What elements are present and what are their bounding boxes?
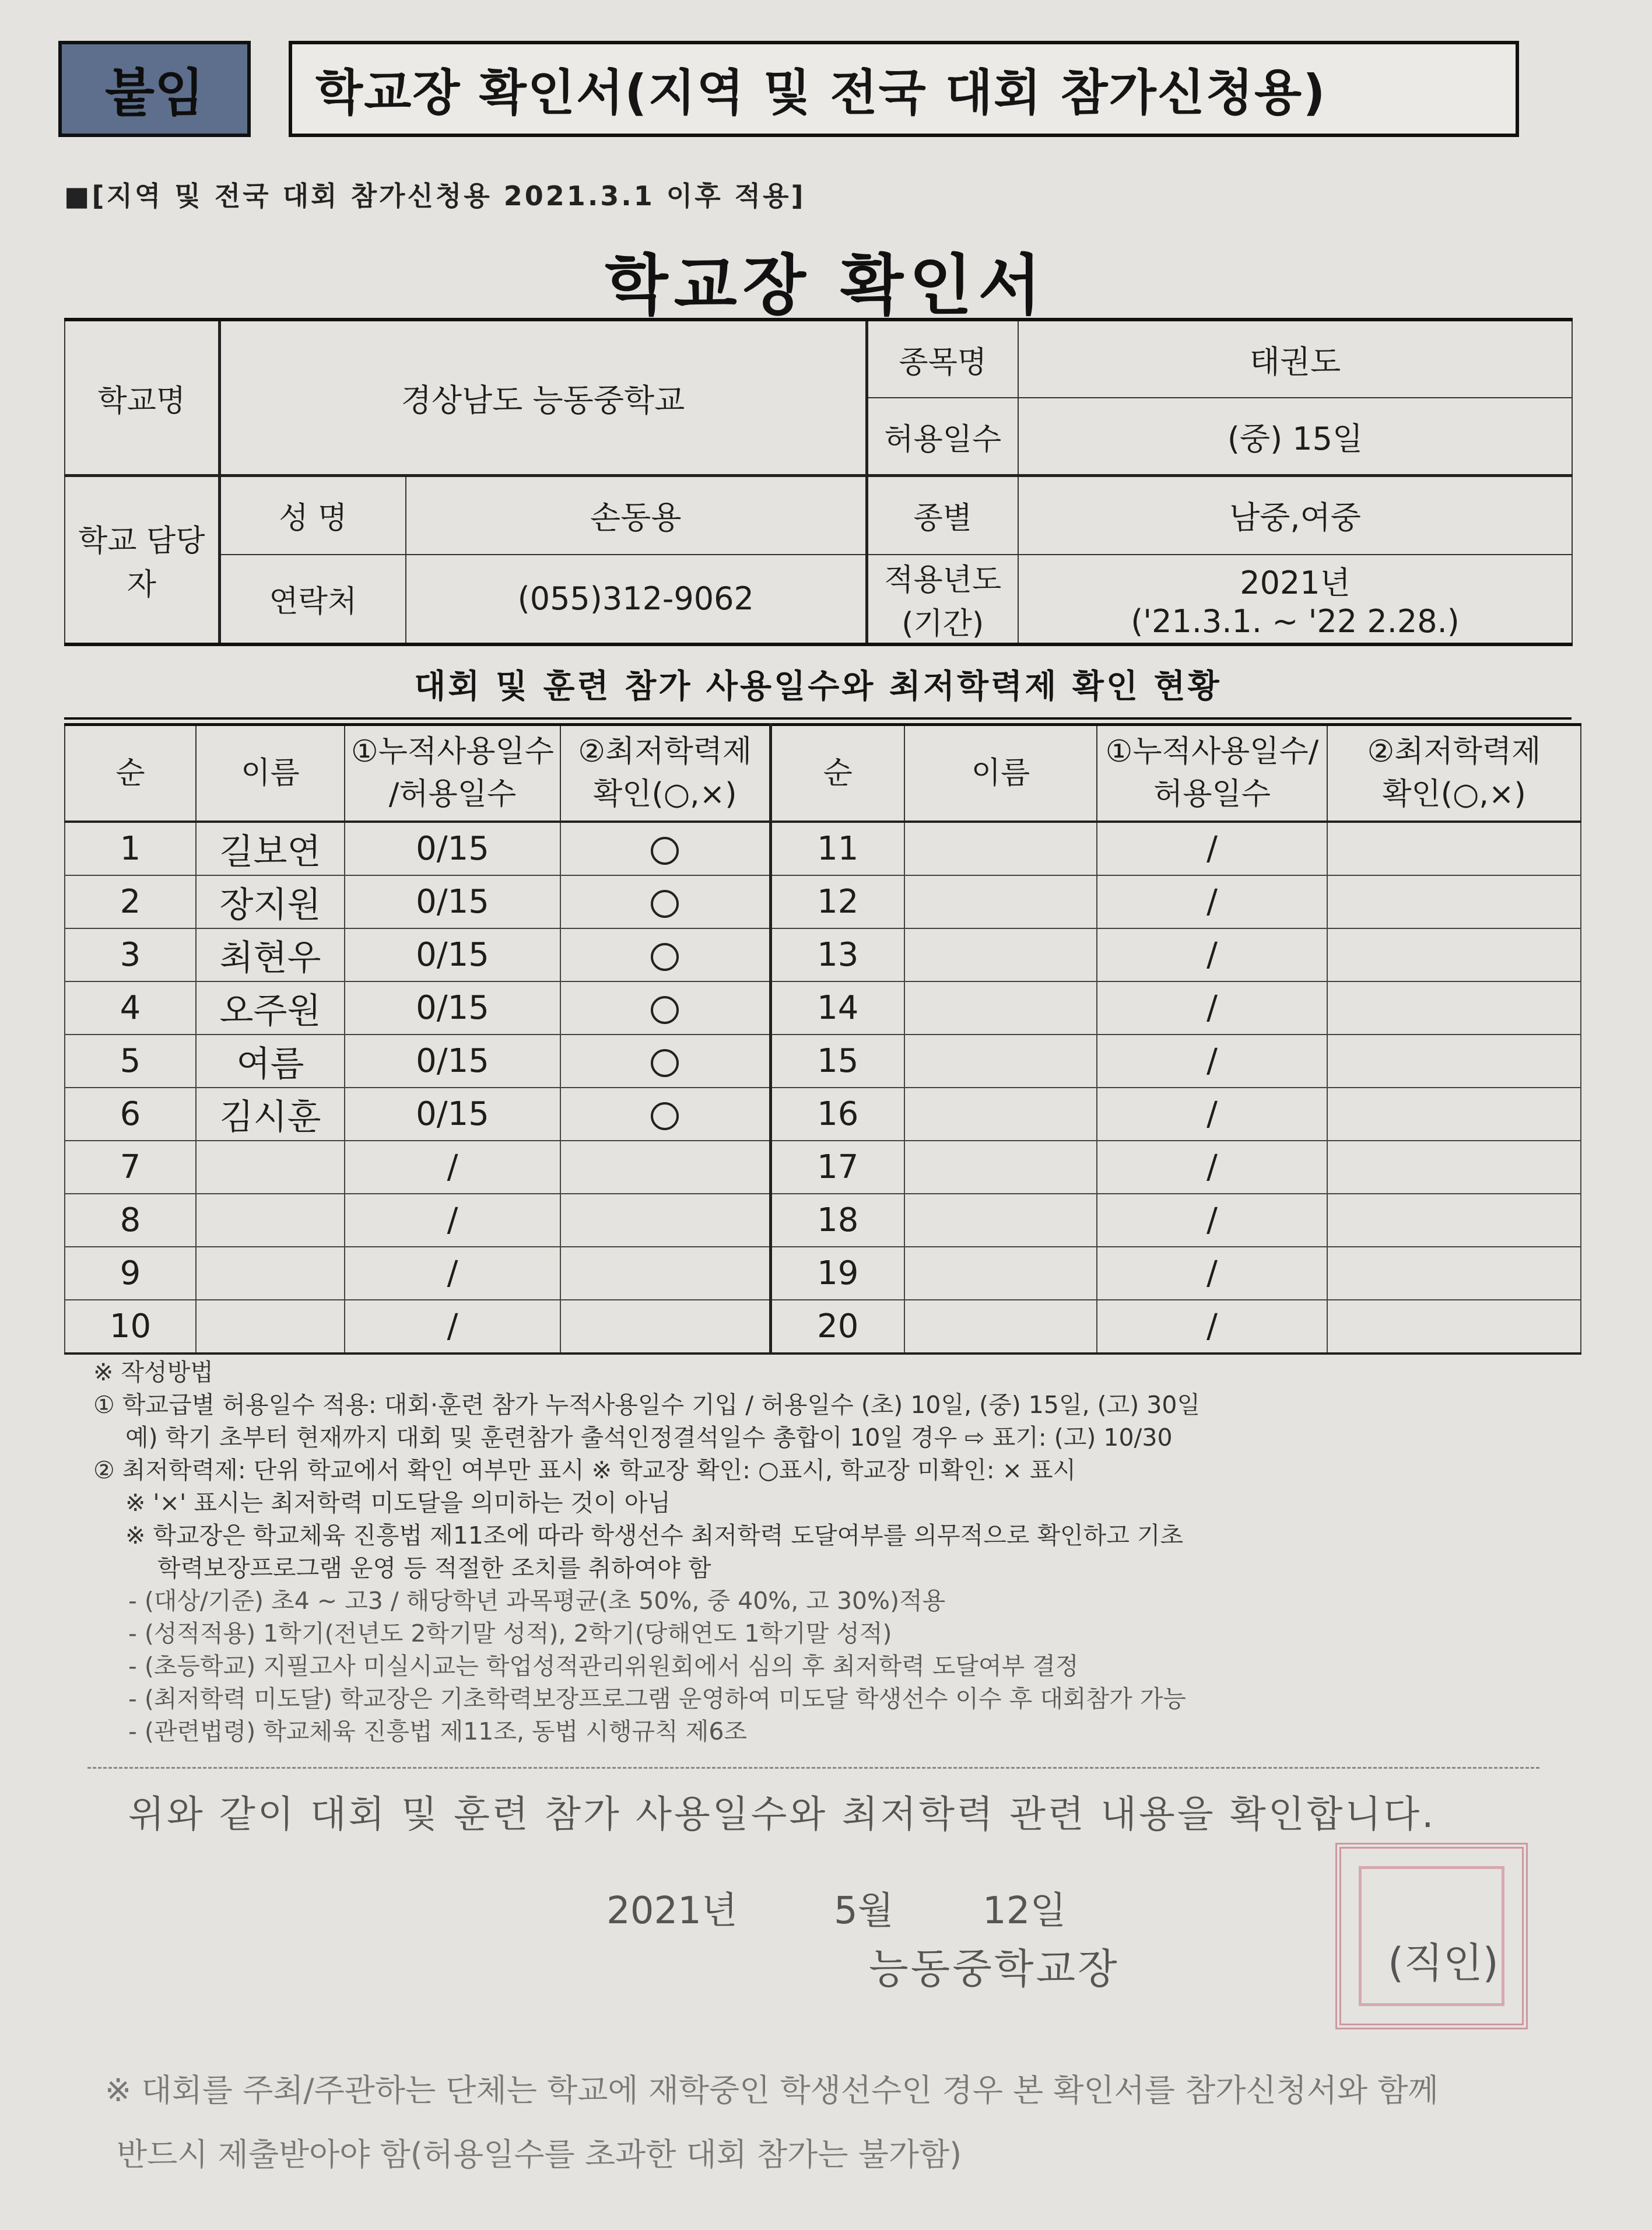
- student-name: [904, 928, 1097, 981]
- student-name: [904, 1300, 1097, 1354]
- footer-line: 반드시 제출받아야 함(허용일수를 초과한 대회 참가는 불가함): [117, 2136, 962, 2173]
- min-academic-check: [560, 1247, 770, 1300]
- allowed-days-label: 허용일수: [867, 398, 1018, 476]
- table-row: [65, 1247, 1581, 1300]
- col-days-right-line2: 허용일수: [1153, 777, 1271, 812]
- col-days-line1: ①누적사용일수: [350, 734, 554, 770]
- phone-label: 연락처: [219, 555, 406, 644]
- days-used: /: [1097, 981, 1327, 1035]
- col-check-line2: 확인(○,×): [592, 777, 737, 812]
- date-month: 5월: [834, 1889, 894, 1933]
- days-used: /: [345, 1141, 560, 1194]
- row-number: 16: [770, 1088, 904, 1141]
- min-academic-check: [1327, 1247, 1581, 1300]
- note-line: ② 최저학력제: 단위 학교에서 확인 여부만 표시 ※ 학교장 확인: ○표시, 학교장 미확인: × 표시: [93, 1456, 1076, 1484]
- student-name: [904, 981, 1097, 1035]
- days-used: /: [1097, 1141, 1327, 1194]
- year-value: [1018, 555, 1572, 644]
- days-used: /: [345, 1194, 560, 1247]
- student-name: [904, 1247, 1097, 1300]
- days-used: /: [345, 1300, 560, 1354]
- days-used: /: [1097, 822, 1327, 875]
- row-number: 20: [770, 1300, 904, 1354]
- row-number: 11: [770, 822, 904, 875]
- days-used: /: [1097, 1035, 1327, 1088]
- attachment-tag: 붙임: [58, 41, 251, 137]
- year-value-line1: 2021년: [1240, 564, 1351, 601]
- min-academic-check: [560, 1300, 770, 1354]
- name-label: 성 명: [219, 476, 406, 555]
- table-row: [65, 1141, 1581, 1194]
- table-row: [65, 875, 1581, 928]
- year-label: [867, 555, 1018, 644]
- row-number: 3: [65, 928, 196, 981]
- student-name: [904, 1194, 1097, 1247]
- notes-heading: ※ 작성방법: [93, 1358, 213, 1386]
- student-name: [904, 1141, 1097, 1194]
- col-check-right-line1: ②최저학력제: [1367, 734, 1541, 770]
- section-title: 대회 및 훈련 참가 사용일수와 최저학력제 확인 현황: [64, 656, 1572, 720]
- table-row: [65, 1194, 1581, 1247]
- note-line: - (대상/기준) 초4 ~ 고3 / 해당학년 과목평균(초 50%, 중 40%, 고 30%)적용: [128, 1587, 946, 1615]
- table-row: [65, 981, 1581, 1035]
- name-value: 손동용: [406, 476, 867, 555]
- note-line: 학력보장프로그램 운영 등 적절한 조치를 취하여야 함: [157, 1554, 711, 1582]
- row-number: 19: [770, 1247, 904, 1300]
- row-number: 18: [770, 1194, 904, 1247]
- min-academic-check: [560, 822, 770, 875]
- row-number: 8: [65, 1194, 196, 1247]
- school-name-value: 경상남도 능동중학교: [219, 320, 867, 476]
- student-name: 오주원: [196, 981, 345, 1035]
- confirmation-statement: 위와 같이 대회 및 훈련 참가 사용일수와 최저학력 관련 내용을 확인합니다.: [128, 1793, 1436, 1836]
- student-name: 여름: [196, 1035, 345, 1088]
- category-label: 종별: [867, 476, 1018, 555]
- student-name: [904, 1088, 1097, 1141]
- year-label-line2: (기간): [902, 606, 984, 641]
- days-used: /: [345, 1247, 560, 1300]
- school-name-label: 학교명: [65, 320, 219, 476]
- divider: [87, 1767, 1539, 1769]
- days-used: /: [1097, 875, 1327, 928]
- days-used: 0/15: [345, 981, 560, 1035]
- min-academic-check: [1327, 1088, 1581, 1141]
- days-used: /: [1097, 928, 1327, 981]
- col-check-right: [1327, 725, 1581, 822]
- table-row: [65, 1088, 1581, 1141]
- info-table: [64, 318, 1573, 646]
- row-number: 14: [770, 981, 904, 1035]
- col-no: 순: [65, 725, 196, 822]
- row-number: 4: [65, 981, 196, 1035]
- seal-label: (직인): [1388, 1939, 1499, 1987]
- min-academic-check: [560, 928, 770, 981]
- row-number: 13: [770, 928, 904, 981]
- min-academic-check: [560, 1194, 770, 1247]
- col-check-line1: ②최저학력제: [578, 734, 752, 770]
- days-used: /: [1097, 1300, 1327, 1354]
- sport-label: 종목명: [867, 320, 1018, 398]
- table-row: [65, 1300, 1581, 1354]
- note-line: ※ 학교장은 학교체육 진흥법 제11조에 따라 학생선수 최저학력 도달여부를 의무적으로 확인하고 기초: [125, 1521, 1184, 1549]
- circle-mark-icon: [651, 1102, 679, 1130]
- student-name: [904, 875, 1097, 928]
- table-row: [65, 822, 1581, 875]
- col-no-right: 순: [770, 725, 904, 822]
- col-check: [560, 725, 770, 822]
- days-used: /: [1097, 1247, 1327, 1300]
- days-used: 0/15: [345, 928, 560, 981]
- footer-note: [105, 2059, 1539, 2187]
- min-academic-check: [1327, 822, 1581, 875]
- min-academic-check: [560, 875, 770, 928]
- notes-block: [93, 1356, 1574, 1748]
- year-value-line2: ('21.3.1. ~ '22 2.28.): [1131, 602, 1460, 640]
- category-value: 남중,여중: [1018, 476, 1572, 555]
- note-line: 예) 학기 초부터 현재까지 대회 및 훈련참가 출석인정결석일수 총합이 10일 경우 ⇨ 표기: (고) 10/30: [125, 1423, 1173, 1451]
- min-academic-check: [1327, 875, 1581, 928]
- allowed-days-value: (중) 15일: [1018, 398, 1572, 476]
- row-number: 12: [770, 875, 904, 928]
- col-days-right-line1: ①누적사용일수/: [1105, 734, 1319, 770]
- applicability-note: ■[지역 및 전국 대회 참가신청용 2021.3.1 이후 적용]: [64, 180, 806, 212]
- row-number: 7: [65, 1141, 196, 1194]
- row-number: 2: [65, 875, 196, 928]
- row-number: 15: [770, 1035, 904, 1088]
- note-line: - (초등학교) 지필고사 미실시교는 학업성적관리위원회에서 심의 후 최저학력 도달여부 결정: [128, 1652, 1079, 1680]
- document-title: 학교장 확인서: [605, 248, 1047, 324]
- table-row: [65, 928, 1581, 981]
- note-line: - (관련법령) 학교체육 진흥법 제11조, 동법 시행규칙 제6조: [128, 1717, 748, 1745]
- min-academic-check: [1327, 1194, 1581, 1247]
- circle-mark-icon: [651, 943, 679, 971]
- days-used: 0/15: [345, 1035, 560, 1088]
- note-line: ① 학교급별 허용일수 적용: 대회·훈련 참가 누적사용일수 기입 / 허용일수 (초) 10일, (중) 15일, (고) 30일: [93, 1391, 1201, 1419]
- col-name-right: 이름: [904, 725, 1097, 822]
- student-name: [196, 1247, 345, 1300]
- row-number: 17: [770, 1141, 904, 1194]
- min-academic-check: [560, 1035, 770, 1088]
- note-line: - (성적적용) 1학기(전년도 2학기말 성적), 2학기(당해연도 1학기말 성적): [128, 1619, 892, 1647]
- min-academic-check: [560, 981, 770, 1035]
- row-number: 1: [65, 822, 196, 875]
- col-name: 이름: [196, 725, 345, 822]
- note-line: ※ '×' 표시는 최저학력 미도달을 의미하는 것이 아님: [125, 1489, 671, 1517]
- min-academic-check: [1327, 981, 1581, 1035]
- principal-name: 능동중학교장: [869, 1945, 1120, 1993]
- days-used: 0/15: [345, 875, 560, 928]
- student-name: 장지원: [196, 875, 345, 928]
- row-number: 9: [65, 1247, 196, 1300]
- header-title: 학교장 확인서(지역 및 전국 대회 참가신청용): [289, 41, 1519, 137]
- col-check-right-line2: 확인(○,×): [1382, 777, 1526, 812]
- contact-person-label: 학교 담당자: [65, 476, 219, 644]
- days-used: /: [1097, 1194, 1327, 1247]
- student-name: 최현우: [196, 928, 345, 981]
- circle-mark-icon: [651, 837, 679, 865]
- days-used: 0/15: [345, 1088, 560, 1141]
- row-number: 5: [65, 1035, 196, 1088]
- col-days-right: [1097, 725, 1327, 822]
- min-academic-check: [1327, 1141, 1581, 1194]
- min-academic-check: [560, 1141, 770, 1194]
- row-number: 6: [65, 1088, 196, 1141]
- student-name: [904, 1035, 1097, 1088]
- student-name: 길보연: [196, 822, 345, 875]
- min-academic-check: [1327, 928, 1581, 981]
- days-used: 0/15: [345, 822, 560, 875]
- days-used: /: [1097, 1088, 1327, 1141]
- student-name: [196, 1194, 345, 1247]
- circle-mark-icon: [651, 996, 679, 1024]
- note-line: - (최저학력 미도달) 학교장은 기초학력보장프로그램 운영하여 미도달 학생선수 이수 후 대회참가 가능: [128, 1685, 1186, 1713]
- col-days-line2: /허용일수: [388, 777, 517, 812]
- sport-value: 태권도: [1018, 320, 1572, 398]
- student-name: [904, 822, 1097, 875]
- min-academic-check: [1327, 1035, 1581, 1088]
- footer-line: ※ 대회를 주최/주관하는 단체는 학교에 재학중인 학생선수인 경우 본 확인서를 참가신청서와 함께: [105, 2072, 1439, 2109]
- student-name: 김시훈: [196, 1088, 345, 1141]
- phone-value: (055)312-9062: [406, 555, 867, 644]
- date-year: 2021년: [606, 1889, 738, 1933]
- date-day: 12일: [983, 1889, 1067, 1933]
- student-name: [196, 1300, 345, 1354]
- year-label-line1: 적용년도: [884, 562, 1002, 598]
- student-name: [196, 1141, 345, 1194]
- row-number: 10: [65, 1300, 196, 1354]
- min-academic-check: [560, 1088, 770, 1141]
- col-days: [345, 725, 560, 822]
- circle-mark-icon: [651, 1049, 679, 1077]
- min-academic-check: [1327, 1300, 1581, 1354]
- table-row: [65, 1035, 1581, 1088]
- roster-table: [64, 723, 1581, 1355]
- circle-mark-icon: [651, 890, 679, 918]
